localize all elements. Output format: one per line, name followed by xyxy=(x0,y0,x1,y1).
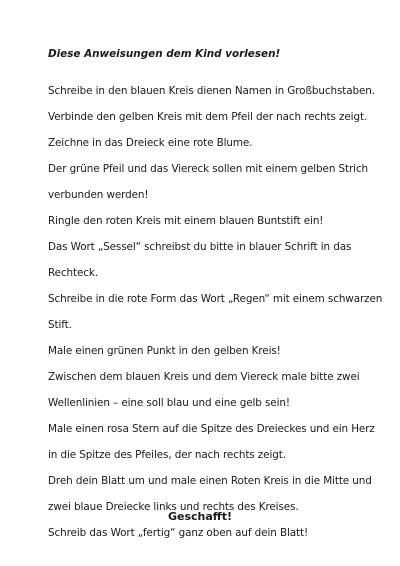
instruction-item: Das Wort „Sessel“ schreibst du bitte in blauer Schrift in das Rechteck. xyxy=(48,241,352,279)
instruction-item: Schreibe in den blauen Kreis dienen Namen in Großbuchstaben. xyxy=(48,85,375,97)
instruction-item: Der grüne Pfeil und das Viereck sollen mit einem gelben Strich verbunden werden! xyxy=(48,163,369,201)
worksheet-heading: Diese Anweisungen dem Kind vorlesen! xyxy=(48,48,281,60)
instruction-item: Zwischen dem blauen Kreis und dem Viereck male bitte zwei Wellenlinien – eine soll blau und eine gelb sein! xyxy=(48,371,360,409)
instruction-item: Verbinde den gelben Kreis mit dem Pfeil der nach rechts zeigt. xyxy=(48,111,368,123)
instruction-item: Zeichne in das Dreieck eine rote Blume. xyxy=(48,137,253,149)
instruction-item: Ringle den roten Kreis mit einem blauen Buntstift ein! xyxy=(48,215,324,227)
instruction-item: Schreibe in die rote Form das Wort „Regen“ mit einem schwarzen Stift. xyxy=(48,293,383,331)
instruction-item: Dreh dein Blatt um und male einen Roten Kreis in die Mitte und zwei blaue Dreiecke links und rechts des Kreises. xyxy=(48,475,372,513)
instruction-item: Schreib das Wort „fertig“ ganz oben auf dein Blatt! xyxy=(48,527,309,539)
instruction-list xyxy=(48,78,383,546)
instruction-item: Male einen rosa Stern auf die Spitze des Dreieckes und ein Herz in die Spitze des Pfeiles, der nach rechts zeigt. xyxy=(48,423,375,461)
closing-text: Geschafft! xyxy=(168,510,232,523)
instruction-item: Male einen grünen Punkt in den gelben Kreis! xyxy=(48,345,281,357)
